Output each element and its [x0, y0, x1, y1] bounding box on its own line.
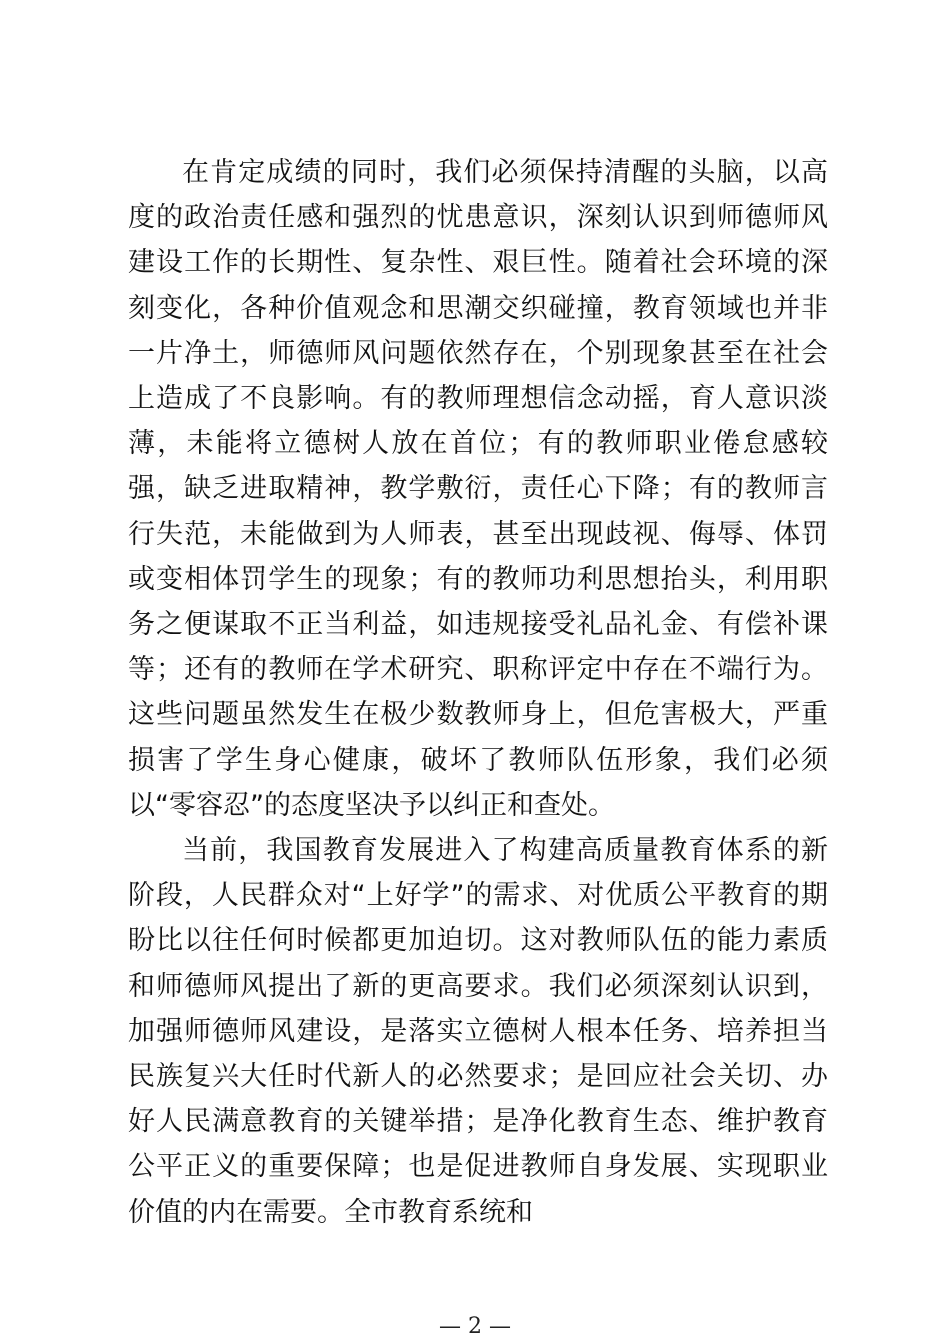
- body-text: [128, 150, 828, 1235]
- paragraph-1: 在肯定成绩的同时，我们必须保持清醒的头脑，以高度的政治责任感和强烈的忧患意识，深刻认识到师德师风建设工作的长期性、复杂性、艰巨性。随着社会环境的深刻变化，各种价值观念和思潮交织碰撞，教育领域也并非一片净土，师德师风问题依然存在，个别现象甚至在社会上造成了不良影响。有的教师理想信念动摇，育人意识淡薄，未能将立德树人放在首位；有的教师职业倦怠感较强，缺乏进取精神，教学敷衍，责任心下降；有的教师言行失范，未能做到为人师表，甚至出现歧视、侮辱、体罚或变相体罚学生的现象；有的教师功利思想抬头，利用职务之便谋取不正当利益，如违规接受礼品礼金、有偿补课等；还有的教师在学术研究、职称评定中存在不端行为。这些问题虽然发生在极少数教师身上，但危害极大，严重损害了学生身心健康，破坏了教师队伍形象，我们必须以“零容忍”的态度坚决予以纠正和查处。: [128, 157, 828, 821]
- page-number: — 2 —: [439, 1314, 511, 1339]
- paragraph-2: 当前，我国教育发展进入了构建高质量教育体系的新阶段，人民群众对“上好学”的需求、对优质公平教育的期盼比以往任何时候都更加迫切。这对教师队伍的能力素质和师德师风提出了新的更高要求。我们必须深刻认识到，加强师德师风建设，是落实立德树人根本任务、培养担当民族复兴大任时代新人的必然要求；是回应社会关切、办好人民满意教育的关键举措；是净化教育生态、维护教育公平正义的重要保障；也是促进教师自身发展、实现职业价值的内在需要。全市教育系统和: [128, 835, 828, 1228]
